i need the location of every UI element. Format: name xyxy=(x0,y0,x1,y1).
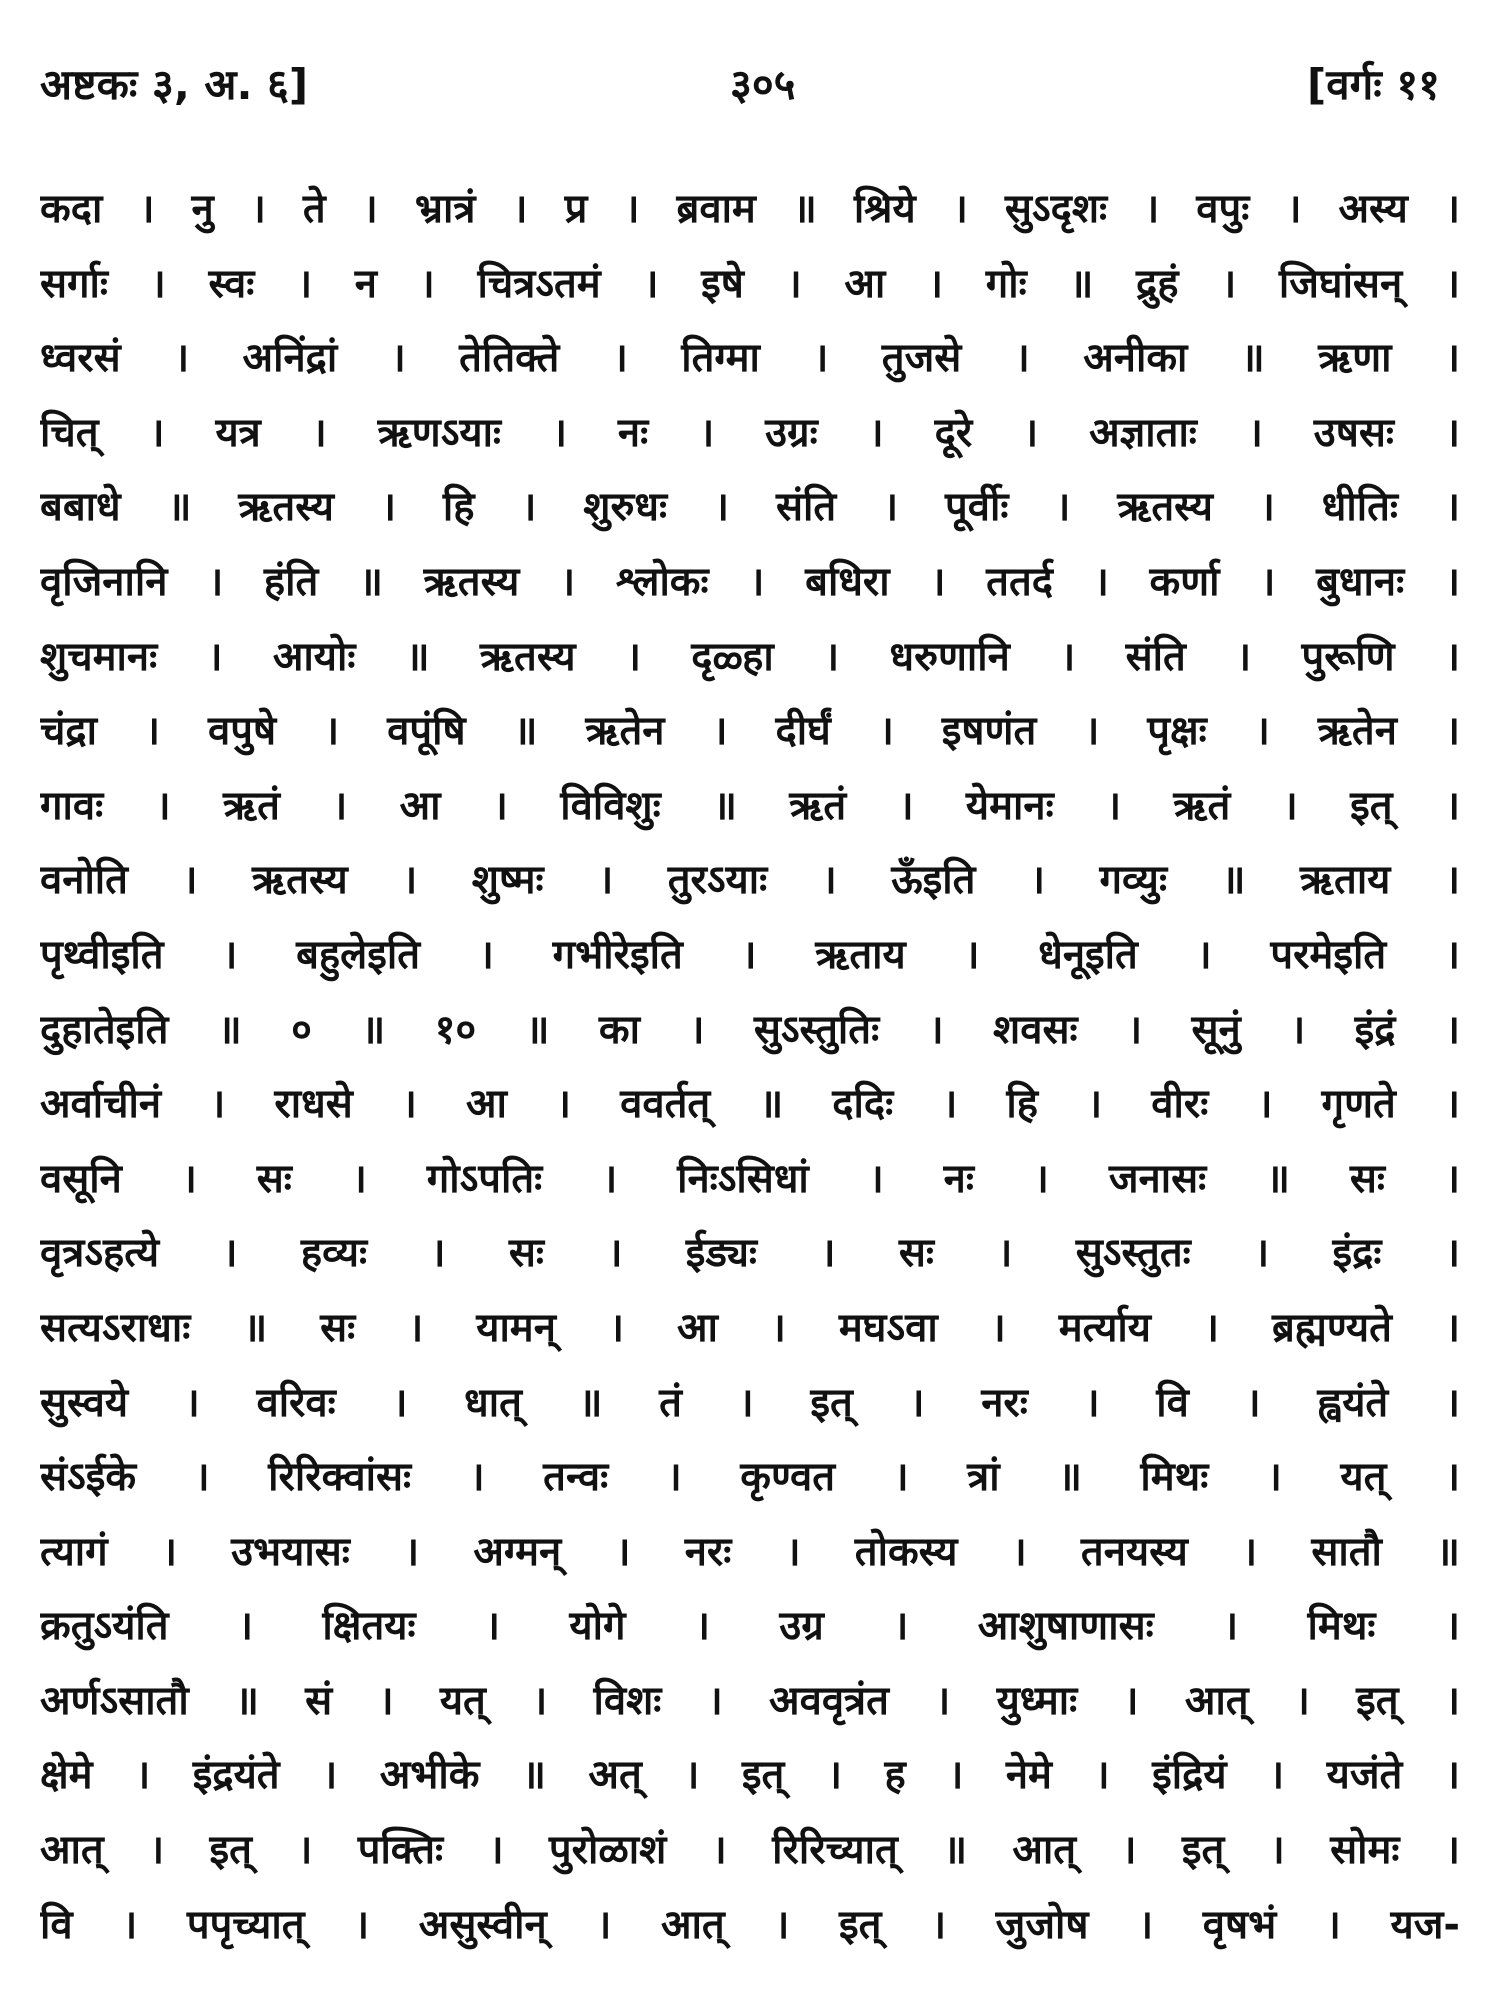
text-line: बबाधे ॥ ऋतस्य । हि । शुरुधः । संति । पूर्वीः । ऋतस्य । धीतिः । xyxy=(40,484,1460,531)
header-section-reference: अष्टकः ३, अ. ६] xyxy=(40,60,309,109)
text-line: सर्गाः । स्वः । न । चित्रऽतमं । इषे । आ । गोः ॥ द्रुहं । जिघांसन् । xyxy=(40,260,1460,307)
text-line: वनोति । ऋतस्य । शुष्मः । तुरऽयाः । ऊँइति । गव्युः ॥ ऋताय । xyxy=(40,857,1460,904)
page-number: ३०५ xyxy=(730,60,796,109)
text-line: संऽईके । रिरिक्वांसः । तन्वः । कृण्वत । त्रां ॥ मिथः । यत् । xyxy=(40,1454,1460,1501)
text-line: क्षेमे । इंद्रयंते । अभीके ॥ अत् । इत् । ह । नेमे । इंद्रियं । यजंते । xyxy=(40,1752,1460,1799)
padapatha-text-block xyxy=(40,172,1460,1962)
text-line: सत्यऽराधाः ॥ सः । यामन् । आ । मघऽवा । मर्त्याय । ब्रह्मण्यते । xyxy=(40,1304,1460,1351)
text-line: दुहातेइति ॥ ० ॥ १० ॥ का । सुऽस्तुतिः । शवसः । सूनुं । इंद्रं । xyxy=(40,1006,1460,1053)
text-line: वि । पपृच्यात् । असुस्वीन् । आत् । इत् । जुजोष । वृषभं । यज- xyxy=(40,1901,1460,1948)
text-line: वृत्रऽहत्ये । हव्यः । सः । ईड्यः । सः । सुऽस्तुतः । इंद्रः । xyxy=(40,1230,1460,1277)
text-line: वृजिनानि । हंति ॥ ऋतस्य । श्लोकः । बधिरा । ततर्द । कर्णा । बुधानः । xyxy=(40,558,1460,605)
text-line: आत् । इत् । पक्तिः । पुरोळाशं । रिरिच्यात् ॥ आत् । इत् । सोमः । xyxy=(40,1827,1460,1874)
text-line: ध्वरसं । अनिंद्रां । तेतिक्ते । तिग्मा । तुजसे । अनीका ॥ ऋणा । xyxy=(40,335,1460,382)
text-line: क्रतुऽयंति । क्षितयः । योगे । उग्र । आशुषाणासः । मिथः । xyxy=(40,1603,1460,1650)
text-line: कदा । नु । ते । भ्रात्रं । प्र । ब्रवाम ॥ श्रिये । सुऽदृशः । वपुः । अस्य । xyxy=(40,186,1460,232)
text-line: अर्वाचीनं । राधसे । आ । ववर्तत् ॥ ददिः । हि । वीरः । गृणते । xyxy=(40,1081,1460,1128)
text-line: चंद्रा । वपुषे । वपूंषि ॥ ऋतेन । दीर्घं । इषणंत । पृक्षः । ऋतेन । xyxy=(40,708,1460,755)
page-header xyxy=(40,55,1460,115)
text-line: पृथ्वीइति । बहुलेइति । गभीरेइति । ऋताय । धेनूइति । परमेइति । xyxy=(40,931,1460,978)
text-line: चित् । यत्र । ऋणऽयाः । नः । उग्रः । दूरे । अज्ञाताः । उषसः । xyxy=(40,409,1460,456)
header-varga-reference: [वर्गः ११ xyxy=(1307,60,1440,109)
text-line: अर्णऽसातौ ॥ सं । यत् । विशः । अववृत्रंत । युध्माः । आत् । इत् । xyxy=(40,1677,1460,1724)
text-line: सुस्वये । वरिवः । धात् ॥ तं । इत् । नरः । वि । ह्वयंते । xyxy=(40,1379,1460,1426)
text-line: गावः । ऋतं । आ । विविशुः ॥ ऋतं । येमानः । ऋतं । इत् । xyxy=(40,782,1460,829)
text-line: वसूनि । सः । गोऽपतिः । निःऽसिधां । नः । जनासः ॥ सः । xyxy=(40,1155,1460,1202)
text-line: शुचमानः । आयोः ॥ ऋतस्य । दृळ्हा । धरुणानि । संति । पुरूणि । xyxy=(40,633,1460,680)
text-line: त्यागं । उभयासः । अग्मन् । नरः । तोकस्य । तनयस्य । सातौ ॥ xyxy=(40,1528,1460,1575)
